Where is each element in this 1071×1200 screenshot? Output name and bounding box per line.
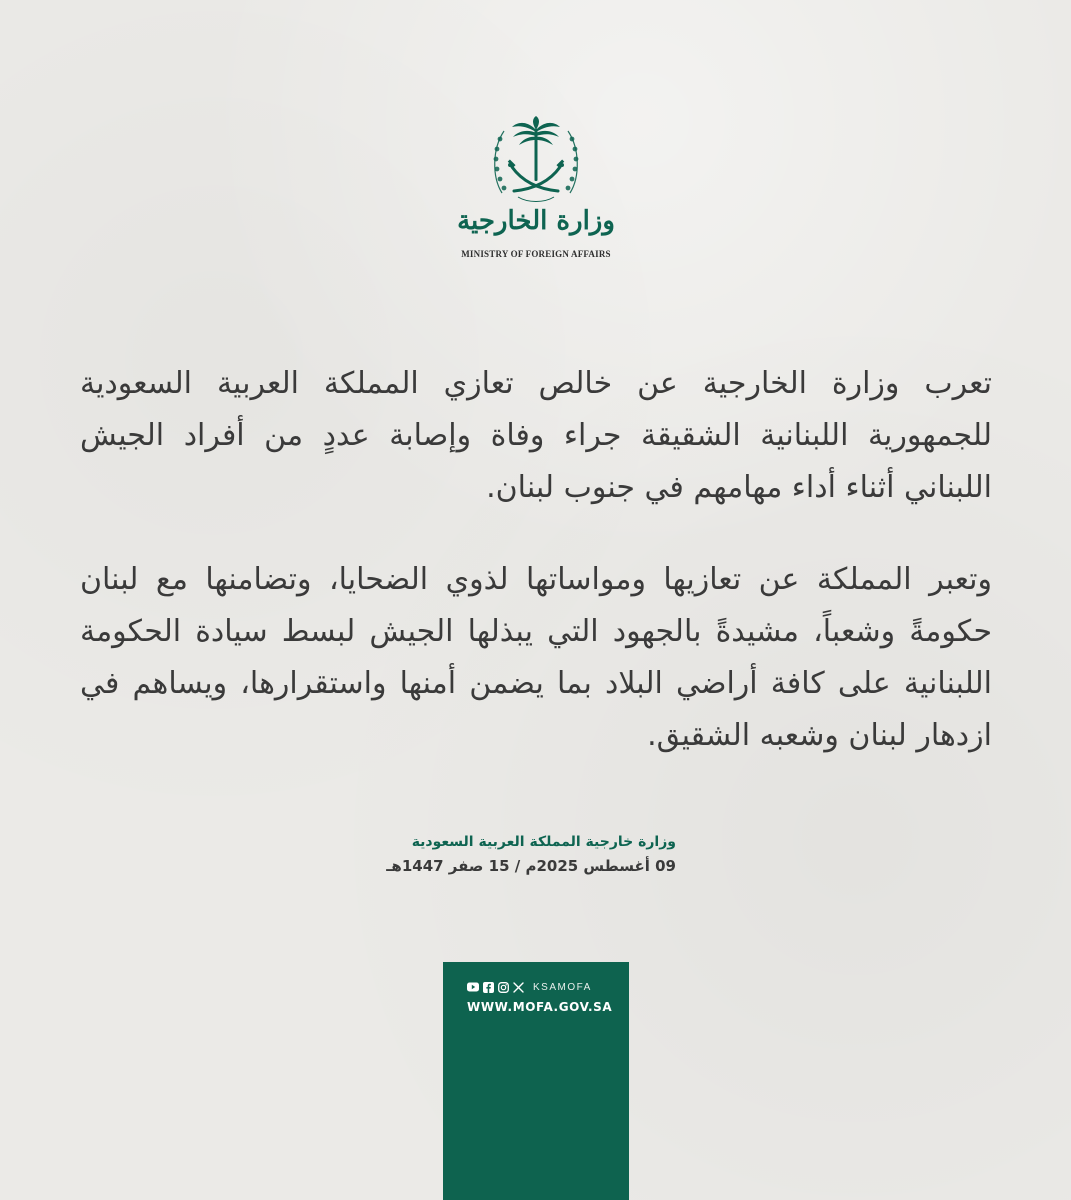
facebook-icon[interactable] [482,981,494,993]
website-link[interactable]: WWW.MOFA.GOV.SA [467,1000,613,1014]
ministry-logo [455,115,617,265]
footer-contact-box [443,962,629,1200]
statement-paragraph-2: وتعبر المملكة عن تعازيها ومواساتها لذوي الضحايا، وتضامنها مع لبنان حكومةً وشعباً، مشيدةً بالجهود التي يبذلها الجيش لبسط سيادة الحكومة اللبنانية على كافة أراضي البلاد بما يضمن أمنها واستقرارها، ويساهم في ازدهار لبنان وشعبه الشقيق. [80,562,992,753]
statement-paragraph-1: تعرب وزارة الخارجية عن خالص تعازي المملكة العربية السعودية للجمهورية اللبنانية الشقيقة جراء وفاة وإصابة عددٍ من أفراد الجيش اللبناني أثناء أداء مهامهم في جنوب لبنان. [80,366,992,505]
x-icon[interactable] [512,981,524,993]
signature-ministry-name: وزارة خارجية المملكة العربية السعودية [411,834,676,850]
social-links [467,979,592,995]
instagram-icon[interactable] [497,981,509,993]
logo-arabic-title: وزارة الخارجية [457,206,615,236]
signature-block [330,832,676,876]
youtube-icon[interactable] [467,981,479,993]
palm-and-crossed-swords-emblem-icon [488,115,584,205]
social-handle: KSAMOFA [533,981,592,993]
logo-english-title: MINISTRY OF FOREIGN AFFAIRS [461,249,611,259]
signature-date: 09 أغسطس 2025م / 15 صفر 1447هـ [386,857,676,875]
